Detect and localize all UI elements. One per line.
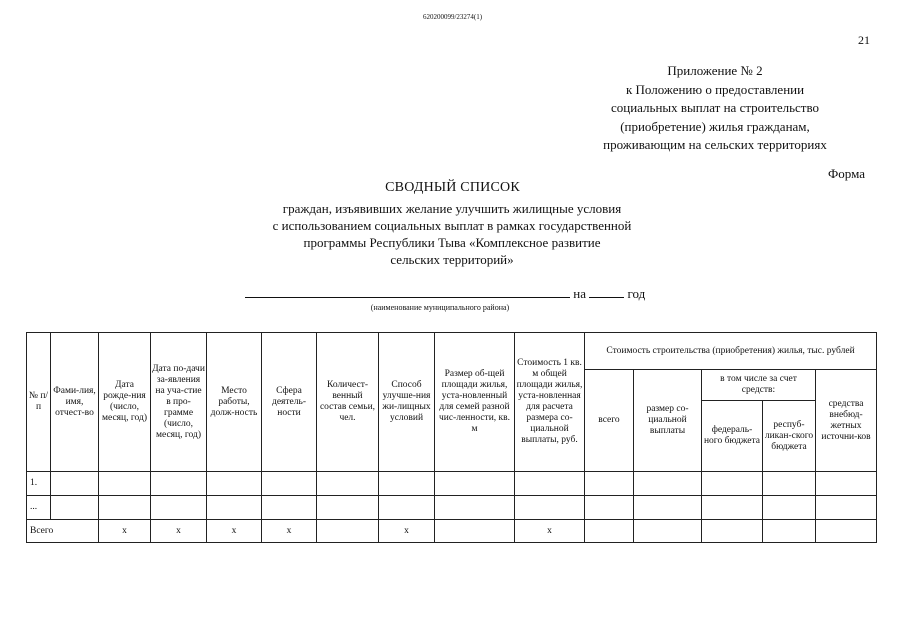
- header-incl-budgets: в том числе за счет средств:: [702, 370, 816, 401]
- table-cell: [99, 496, 151, 520]
- table-cell: [379, 496, 435, 520]
- table-cell: [585, 472, 634, 496]
- row-num: 1.: [27, 472, 51, 496]
- table-cell: [515, 472, 585, 496]
- header-area: Размер об-щей площади жилья, уста-новленный для семей разной чис-ленности, кв. м: [435, 333, 515, 472]
- table-cell: [262, 496, 317, 520]
- header-fio: Фами-лия, имя, отчест-во: [51, 333, 99, 472]
- total-label: Всего: [27, 520, 99, 543]
- table-cell: [702, 496, 763, 520]
- table-cell: [51, 472, 99, 496]
- table-cell: [435, 520, 515, 543]
- table-cell: [317, 472, 379, 496]
- table-row: [27, 496, 877, 520]
- table-cell: [51, 496, 99, 520]
- table-cell: [585, 496, 634, 520]
- header-cost-per-m2: Стоимость 1 кв. м общей площади жилья, уста-новленная для расчета размера со-циальной выплаты, руб.: [515, 333, 585, 472]
- table-cell: [207, 496, 262, 520]
- total-mark: х: [515, 520, 585, 543]
- table-cell: [702, 520, 763, 543]
- form-label: Форма: [828, 166, 865, 181]
- header-republic-budget: респуб-ликан-ского бюджета: [763, 401, 816, 472]
- table-cell: [634, 496, 702, 520]
- header-improvement-method: Способ улучше-ния жи-лищных условий: [379, 333, 435, 472]
- document-title: СВОДНЫЙ СПИСОК: [385, 180, 520, 195]
- region-year-line: [245, 285, 645, 302]
- table-cell: [151, 496, 207, 520]
- header-extra-budget: средства внебюд-жетных источни-ков: [816, 370, 877, 472]
- appendix-line: Приложение № 2: [667, 63, 763, 78]
- header-workplace: Место работы, долж-ность: [207, 333, 262, 472]
- table-cell: [317, 496, 379, 520]
- table-cell: [816, 496, 877, 520]
- on-word: на: [573, 286, 586, 301]
- table-cell: [99, 472, 151, 496]
- header-application-date: Дата по-дачи за-явления на уча-стие в про-грамме (число, месяц, год): [151, 333, 207, 472]
- header-total: всего: [585, 370, 634, 472]
- table-cell: [702, 472, 763, 496]
- table-cell: [317, 520, 379, 543]
- header-federal-budget: федераль-ного бюджета: [702, 401, 763, 472]
- total-row: [27, 520, 877, 543]
- table-cell: [435, 496, 515, 520]
- table-cell: [763, 472, 816, 496]
- table-row: [27, 472, 877, 496]
- table-cell: [816, 520, 877, 543]
- total-mark: х: [379, 520, 435, 543]
- total-mark: х: [151, 520, 207, 543]
- header-social-payment: размер со-циальной выплаты: [634, 370, 702, 472]
- page-number: 21: [858, 33, 870, 47]
- total-mark: х: [99, 520, 151, 543]
- table-cell: [435, 472, 515, 496]
- table-cell: [151, 472, 207, 496]
- summary-table: [26, 332, 877, 543]
- row-num: ...: [27, 496, 51, 520]
- header-family-size: Количест-венный состав семьи, чел.: [317, 333, 379, 472]
- table-cell: [515, 496, 585, 520]
- region-blank: [245, 285, 570, 298]
- table-cell: [634, 520, 702, 543]
- header-cost-group: Стоимость строительства (приобретения) жилья, тыс. рублей: [585, 333, 877, 370]
- table-cell: [262, 472, 317, 496]
- subtitle-line: граждан, изъявивших желание улучшить жилищные условия: [282, 201, 622, 216]
- table-cell: [379, 472, 435, 496]
- appendix-line: (приобретение) жилья гражданам,: [620, 118, 810, 134]
- header-num: № п/п: [27, 333, 51, 472]
- appendix-line: проживающим на сельских территориях: [603, 137, 827, 152]
- year-blank: [589, 285, 624, 298]
- table-cell: [634, 472, 702, 496]
- table-cell: [585, 520, 634, 543]
- appendix-line: к Положению о предоставлении: [625, 81, 805, 97]
- subtitle-line: с использованием социальных выплат в рамках государственной: [272, 218, 632, 233]
- appendix-reference: [560, 62, 870, 155]
- total-mark: х: [262, 520, 317, 543]
- subtitle-line: сельских территорий»: [390, 252, 514, 267]
- table-cell: [816, 472, 877, 496]
- header-sphere: Сфера деятель-ности: [262, 333, 317, 472]
- appendix-line: социальных выплат на строительство: [610, 100, 820, 115]
- document-subtitle: [232, 200, 672, 268]
- table-cell: [207, 472, 262, 496]
- document-id: 620200099/23274(1): [422, 13, 483, 21]
- header-birth-date: Дата рожде-ния (число, месяц, год): [99, 333, 151, 472]
- table-cell: [763, 496, 816, 520]
- subtitle-line: программы Республики Тыва «Комплексное развитие: [303, 235, 601, 250]
- year-word: год: [627, 286, 646, 301]
- region-caption: (наименование муниципального района): [370, 303, 510, 312]
- table-cell: [763, 520, 816, 543]
- total-mark: х: [207, 520, 262, 543]
